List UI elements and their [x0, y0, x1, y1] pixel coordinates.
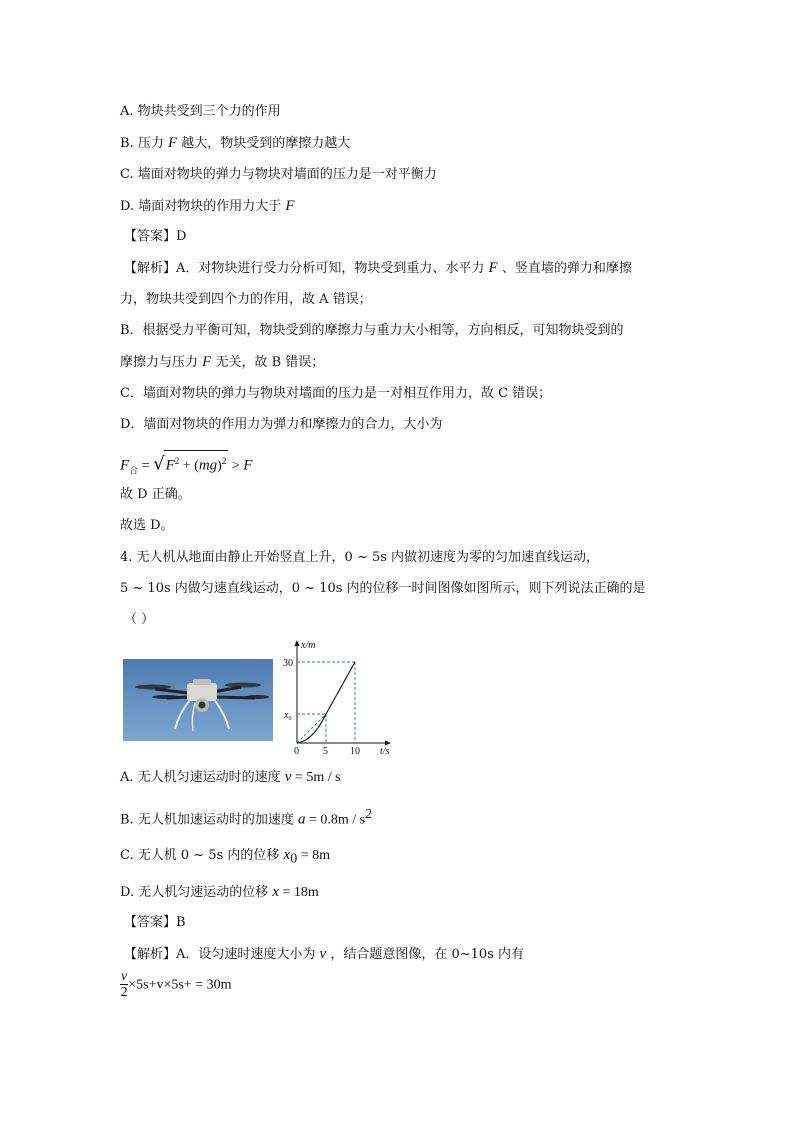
x-axis-label: t/s [380, 746, 390, 757]
answer-line: 【答案】D [124, 229, 187, 244]
analysis-b-line1: B．根据受力平衡可知，物块受到的摩擦力与重力大小相等，方向相反，可知物块受到的 [120, 323, 624, 338]
q4-option-a: A. 无人机匀速运动时的速度 v = 5m / s [120, 769, 341, 785]
choice-line: 故选 D。 [120, 518, 174, 533]
option-a: A. 物块共受到三个力的作用 [120, 104, 281, 119]
drone-photo [123, 659, 273, 741]
y-tick-label-x0: $x_0$ [284, 710, 292, 722]
analysis-a-line2: 力，物块共受到四个力的作用，故 A 错误； [120, 292, 372, 307]
analysis-a-line1: 【解析】A．对物块进行受力分析可知，物块受到重力、水平力 F 、竖直墙的弹力和摩擦 [124, 260, 632, 276]
option-b: B. 压力 F 越大，物块受到的摩擦力越大 [120, 135, 351, 151]
q4-analysis-line: 【解析】A．设匀速时速度大小为 v ，结合题意图像，在 0~10s 内有 [124, 946, 524, 962]
option-c: C. 墙面对物块的弹力与物块对墙面的压力是一对平衡力 [120, 167, 437, 182]
displacement-time-graph [279, 637, 399, 759]
analysis-d-line: D．墙面对物块的作用力为弹力和摩擦力的合力，大小为 [120, 417, 443, 432]
q4-answer-line: 【答案】B [124, 915, 186, 930]
y-axis-arrow-icon [295, 640, 300, 646]
option-d: D. 墙面对物块的作用力大于 F [120, 198, 295, 214]
y-tick-label-30: 30 [283, 658, 293, 669]
resultant-formula: $F_合 = √F^2 + (mg)^2 > F$ [120, 450, 252, 480]
x-tick-label-5: 5 [323, 746, 328, 757]
sqrt-sign-icon: √ [153, 453, 165, 475]
q4-option-c: C. 无人机 0 ~ 5s 内的位移 $x_0 = 8m$ [120, 847, 330, 867]
conclusion-line: 故 D 正确。 [120, 487, 191, 502]
guide-lines [297, 662, 355, 743]
q4-stem-line2: 5 ~ 10s 内做匀速直线运动，0 ~ 10s 内的位移一时间图像如图所示，则下列说法正确的是 [120, 581, 646, 596]
x-tick-label-0: 0 [294, 746, 299, 757]
q4-stem-line1: 4. 无人机从地面由静止开始竖直上升，0 ~ 5s 内做初速度为零的匀加速直线运动， [120, 550, 600, 565]
q4-option-d: D. 无人机匀速运动的位移 x = 18m [120, 884, 319, 900]
x-tick-label-10: 10 [350, 746, 360, 757]
analysis-b-line2: 摩擦力与压力 F 无关，故 B 错误； [120, 354, 325, 370]
analysis-c-line: C．墙面对物块的弹力与物块对墙面的压力是一对相互作用力，故 C 错误； [120, 386, 552, 401]
y-axis-label: x/m [301, 640, 316, 651]
q4-equation: $\frac{v}{2}$ ×5s+v×5s+ = 30m [120, 969, 232, 1000]
x-axis-arrow-icon [385, 741, 391, 746]
graph-axes [295, 640, 392, 746]
q4-stem-line3: （ ） [124, 612, 155, 627]
q4-option-b: B. 无人机加速运动时的加速度 $a = 0.8m / s^2$ [120, 807, 373, 828]
